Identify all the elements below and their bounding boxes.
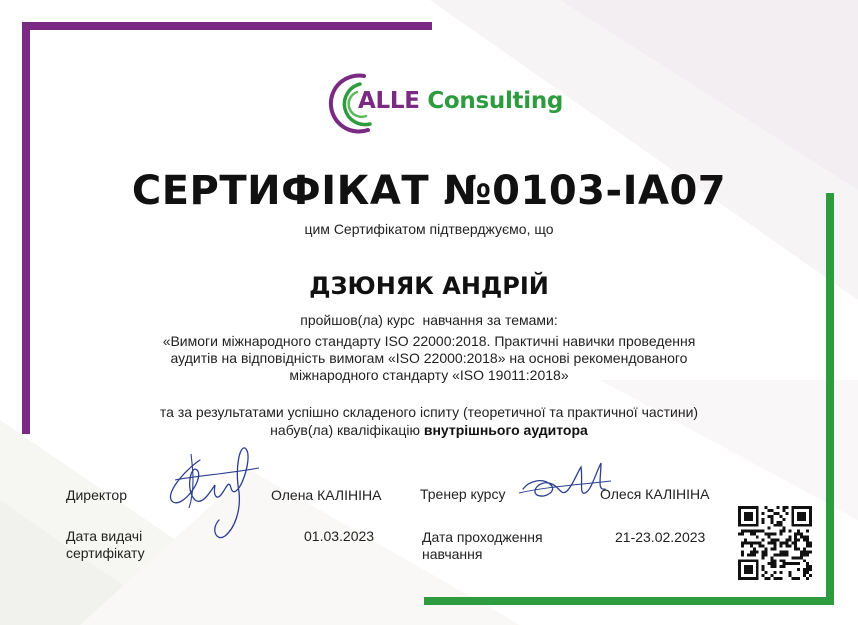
issue-date-label [66,528,145,562]
training-date-label-line2: навчання [422,546,483,562]
qualification: внутрішнього аудитора [423,422,588,438]
frame-purple-top [22,22,432,30]
director-name: Олена КАЛІНІНА [271,487,382,503]
trainer-label: Тренер курсу [420,486,506,502]
issue-date-label-line1: Дата видачі [66,528,143,544]
frame-green-right [826,193,834,605]
result-line-2 [0,421,858,439]
logo-brand-consulting: Consulting [419,88,564,114]
exam-result [0,403,858,439]
certificate-subtitle: цим Сертифікатом підтверджуємо, що [304,221,554,237]
director-signature [155,430,265,545]
trainer-name: Олеся КАЛІНІНА [600,486,710,502]
recipient-name: ДЗЮНЯК АНДРІЙ [309,272,549,300]
logo-brand-alle: ALLE [358,88,420,114]
frame-green-bottom [424,597,834,605]
topic-line: «Вимоги міжнародного стандарту ISO 22000:2018. Практичні навички проведення [162,333,696,349]
issue-date: 01.03.2023 [304,528,375,544]
director-label: Директор [66,487,127,503]
certificate-title: СЕРТИФІКАТ №0103-IA07 [131,168,727,214]
training-date-label [422,529,543,563]
result-line-1: та за результатами успішно складеного іспиту (теоретичної та практичної частини) [159,404,699,420]
topic-line: міжнародного стандарту «ISO 19011:2018» [289,367,569,383]
qr-code-icon [738,506,812,580]
passed-course-text: пройшов(ла) курс навчання за темами: [300,312,558,328]
training-date-label-line1: Дата проходження [422,529,543,545]
course-topics [130,333,728,384]
logo-wordmark [358,88,563,114]
result-line-2-prefix: набув(ла) кваліфікацію [270,422,424,438]
training-date: 21-23.02.2023 [615,529,706,545]
issue-date-label-line2: сертифікату [66,545,145,561]
topic-line: аудитів на відповідність вимогам «ISO 22000:2018» на основі рекомендованого [170,350,688,366]
